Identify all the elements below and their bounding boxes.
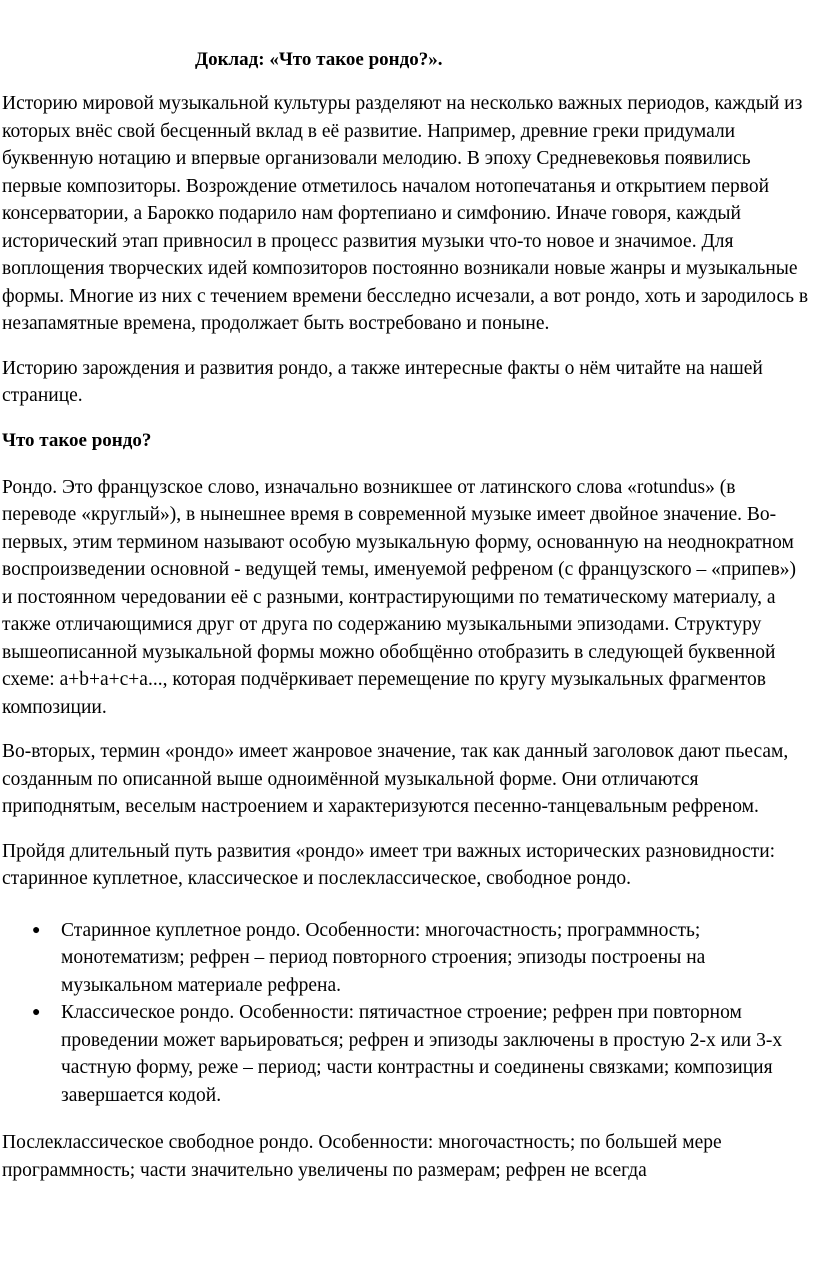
paragraph-history-intro: Историю мировой музыкальной культуры разделяют на несколько важных периодов, каждый из которых внёс свой бесценный вклад в её развитие. Например, древние греки придумали буквенную нотацию и впервые организовали мелодию. В эпоху Средневековья появились первые композиторы. Возрождение отметилось началом нотопечатанья и открытием первой консерватории, а Барокко подарило нам фортепиано и симфонию. Иначе говоря, каждый исторический этап привносил в процесс развития музыки что-то новое и значимое. Для воплощения творческих идей композиторов постоянно возникали новые жанры и музыкальные формы. Многие из них с течением времени бесследно исчезали, а вот рондо, хоть и зародилось в незапамятные времена, продолжает быть востребовано и поныне. bbox=[2, 93, 809, 334]
bullet-icon: ● bbox=[32, 922, 41, 938]
paragraph-rondo-definition: Рондо. Это французское слово, изначально возникшее от латинского слова «rotundus» (в переводе «круглый»), в нынешнее время в современной музыке имеет двойное значение. Во-первых, этим термином называют особую музыкальную форму, основанную на неоднократном воспроизведении основной - ведущей темы, именуемой рефреном (с французского – «припев») и постоянном чередовании её с разными, контрастирующими по тематическому материалу, а также отличающимися друг от друга по содержанию музыкальными эпизодами. Структуру вышеописанной музыкальной формы можно обобщённо отобразить в следующей буквенной схеме: a+b+a+c+a..., которая подчёркивает перемещение по кругу музыкальных фрагментов композиции. bbox=[2, 476, 797, 718]
varieties-list bbox=[2, 917, 810, 1110]
list-item bbox=[2, 917, 810, 1000]
section-heading-what-is-rondo: Что такое рондо? bbox=[2, 429, 152, 451]
paragraph-read-more: Историю зарождения и развития рондо, а также интересные факты о нём читайте на нашей странице. bbox=[2, 357, 763, 406]
list-item-text: Старинное куплетное рондо. Особенности: многочастность; программность; монотематизм; рефрен – период повторного строения; эпизоды построены на музыкальном материале рефрена. bbox=[61, 919, 706, 996]
document-title: Доклад: «Что такое рондо?». bbox=[195, 49, 443, 70]
list-item-text: Классическое рондо. Особенности: пятичастное строение; рефрен при повторном проведении может варьироваться; рефрен и эпизоды заключены в простую 2-х или 3-х частную форму, реже – период; части контрастны и соединены связками; композиция завершается кодой. bbox=[61, 1002, 783, 1106]
paragraph-post-classical: Послеклассическое свободное рондо. Особенности: многочастность; по большей мере программность; части значительно увеличены по размерам; рефрен не всегда bbox=[2, 1132, 722, 1181]
paragraph-historical-varieties: Пройдя длительный путь развития «рондо» имеет три важных исторических разновидности: старинное куплетное, классическое и послеклассическое, свободное рондо. bbox=[2, 840, 776, 889]
bullet-icon: ● bbox=[32, 1005, 41, 1020]
list-item bbox=[2, 999, 810, 1109]
paragraph-genre-meaning: Во-вторых, термин «рондо» имеет жанровое значение, так как данный заголовок дают пьесам, созданным по описанной выше одноимённой музыкальной форме. Они отличаются приподнятым, веселым настроением и характеризуются песенно-танцевальным рефреном. bbox=[2, 741, 789, 817]
